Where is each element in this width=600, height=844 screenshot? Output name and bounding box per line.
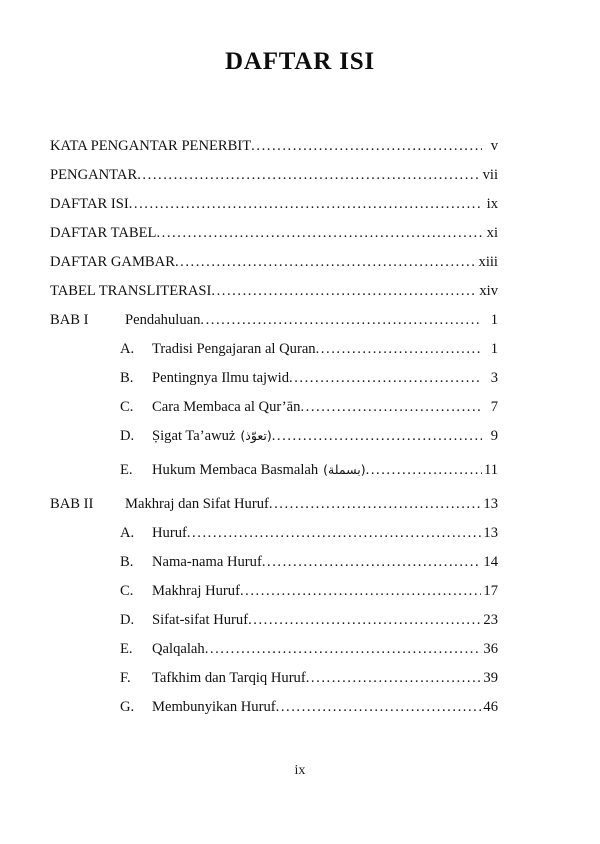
dot-leader: [175, 255, 477, 270]
toc-page-number: 17: [483, 583, 498, 599]
toc-section-letter: E.: [120, 462, 133, 478]
toc-entry-label: Tafkhim dan Tarqiq Huruf: [152, 670, 306, 686]
toc-entry[interactable]: [50, 342, 498, 371]
dot-leader: [137, 168, 480, 183]
dot-leader: [289, 371, 482, 386]
page-folio: ix: [294, 763, 306, 778]
dot-leader: [187, 526, 482, 541]
dot-leader: [156, 226, 482, 241]
toc-section-letter: D.: [120, 428, 135, 444]
toc-entry-label: Membunyikan Huruf: [152, 699, 276, 715]
dot-leader: [248, 613, 481, 628]
toc-entry[interactable]: [50, 497, 498, 526]
toc-entry[interactable]: [50, 584, 498, 613]
toc-entry-label: Huruf: [152, 525, 187, 541]
toc-entry[interactable]: [50, 463, 498, 497]
toc-page-number: 7: [490, 399, 498, 415]
toc-entry-arabic-term: (تعوّذ): [240, 428, 272, 443]
dot-leader: [205, 642, 482, 657]
toc-entry-label: Makhraj Huruf: [152, 583, 240, 599]
dot-leader: [269, 497, 482, 512]
toc-entry[interactable]: [50, 371, 498, 400]
toc-entry[interactable]: [50, 197, 498, 226]
toc-page-number: 46: [483, 699, 498, 715]
dot-leader: [211, 284, 477, 299]
dot-leader: [366, 463, 482, 478]
toc-page-number: 39: [483, 670, 498, 686]
toc-page-number: 11: [483, 462, 498, 478]
toc-entry[interactable]: [50, 555, 498, 584]
toc-entry-label: Makhraj dan Sifat Huruf: [125, 496, 269, 512]
toc-entry[interactable]: [50, 613, 498, 642]
toc-section-letter: B.: [120, 370, 134, 386]
toc-page-number: 3: [490, 370, 498, 386]
toc-section-letter: B.: [120, 554, 134, 570]
toc-entry[interactable]: [50, 284, 498, 313]
toc-entry-label: Pendahuluan: [125, 312, 201, 328]
toc-chapter-label: BAB II: [50, 496, 94, 512]
toc-page-number: xi: [486, 225, 498, 241]
table-of-contents: [50, 139, 498, 729]
toc-section-letter: D.: [120, 612, 135, 628]
toc-page-number: 1: [490, 312, 498, 328]
dot-leader: [272, 429, 482, 444]
toc-entry-label: Nama-nama Huruf: [152, 554, 262, 570]
toc-section-letter: E.: [120, 641, 133, 657]
toc-entry[interactable]: [50, 400, 498, 429]
toc-entry-label: TABEL TRANSLITERASI: [50, 283, 212, 299]
dot-leader: [316, 342, 482, 357]
dot-leader: [129, 197, 482, 212]
toc-entry-label: Cara Membaca al Qur’ān: [152, 399, 301, 415]
toc-entry-arabic-term: (بسملة): [323, 462, 366, 477]
dot-leader: [251, 139, 482, 154]
toc-page-number: 13: [483, 525, 498, 541]
toc-entry[interactable]: [50, 526, 498, 555]
dot-leader: [200, 313, 482, 328]
toc-entry-label: Qalqalah: [152, 641, 205, 657]
toc-entry[interactable]: [50, 671, 498, 700]
toc-entry[interactable]: [50, 168, 498, 197]
toc-entry-label: Tradisi Pengajaran al Quran: [152, 341, 316, 357]
dot-leader: [300, 400, 482, 415]
toc-page-number: xiv: [479, 283, 498, 299]
dot-leader: [276, 700, 482, 715]
toc-entry-label: DAFTAR TABEL: [50, 225, 157, 241]
toc-page-number: ix: [486, 196, 498, 212]
toc-entry-label: Hukum Membaca Basmalah: [152, 462, 319, 478]
toc-section-letter: A.: [120, 341, 135, 357]
toc-entry[interactable]: [50, 429, 498, 463]
toc-entry[interactable]: [50, 642, 498, 671]
toc-page-number: 14: [483, 554, 498, 570]
toc-entry-label: DAFTAR ISI: [50, 196, 129, 212]
dot-leader: [262, 555, 482, 570]
toc-page-number: xiii: [478, 254, 498, 270]
toc-entry-label: Ṣigat Ta’awuż: [152, 428, 236, 444]
toc-section-letter: C.: [120, 399, 134, 415]
toc-section-letter: F.: [120, 670, 131, 686]
page-title: DAFTAR ISI: [225, 48, 375, 75]
toc-entry[interactable]: [50, 700, 498, 729]
toc-entry[interactable]: [50, 255, 498, 284]
toc-page-number: 36: [483, 641, 498, 657]
dot-leader: [306, 671, 482, 686]
toc-entry-label: Sifat-sifat Huruf: [152, 612, 249, 628]
dot-leader: [240, 584, 481, 599]
toc-page-number: 23: [483, 612, 498, 628]
toc-page-number: 9: [490, 428, 498, 444]
toc-entry-label: Pentingnya Ilmu tajwid: [152, 370, 290, 386]
toc-page-number: 1: [490, 341, 498, 357]
toc-entry-label: DAFTAR GAMBAR: [50, 254, 175, 270]
toc-section-letter: C.: [120, 583, 134, 599]
toc-entry[interactable]: [50, 313, 498, 342]
toc-section-letter: A.: [120, 525, 135, 541]
toc-page-number: v: [490, 138, 498, 154]
toc-section-letter: G.: [120, 699, 135, 715]
toc-page-number: 13: [483, 496, 498, 512]
toc-page-number: vii: [482, 167, 498, 183]
toc-entry[interactable]: [50, 226, 498, 255]
toc-entry[interactable]: [50, 139, 498, 168]
toc-chapter-label: BAB I: [50, 312, 89, 328]
toc-entry-label: PENGANTAR: [50, 167, 138, 183]
toc-entry-label: KATA PENGANTAR PENERBIT: [50, 138, 252, 154]
